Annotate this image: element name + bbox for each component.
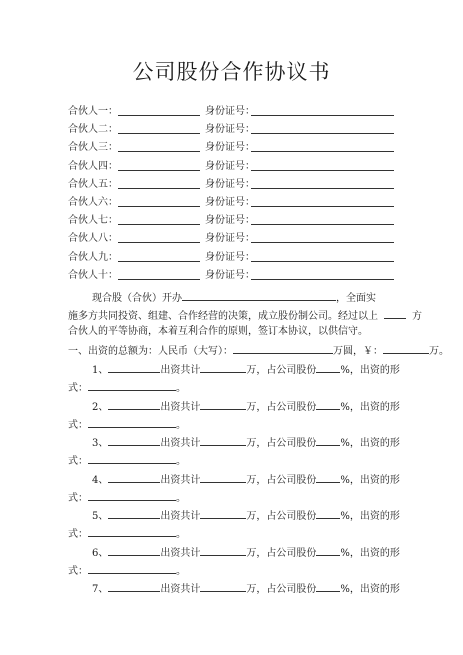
id-number-label: 身份证号： xyxy=(205,106,255,117)
id-number-blank[interactable] xyxy=(251,242,394,243)
partner-label: 合伙人二： xyxy=(68,124,118,136)
document-title: 公司股份合作协议书 xyxy=(132,60,331,84)
intro-line-2: 施多方共同投资、组建、合作经营的决策，成立股份制公司。经过以上 方 xyxy=(68,307,422,325)
contributor-blank[interactable] xyxy=(108,507,160,519)
intro-line-3: 合伙人的平等协商，本着互利合作的原则，签订本协议，以供信守。 xyxy=(68,326,368,337)
id-number-blank[interactable] xyxy=(251,170,394,171)
partner-label: 合伙人三： xyxy=(68,142,118,154)
contributor-blank[interactable] xyxy=(108,471,160,483)
id-number-blank[interactable] xyxy=(251,224,394,225)
partner-name-blank[interactable] xyxy=(118,242,200,243)
partner-label: 合伙人五： xyxy=(68,178,118,190)
intro-line-1: 现合股（合伙）开办 ，全面实 xyxy=(92,289,376,307)
partner-name-blank[interactable] xyxy=(118,224,200,225)
contribution-line: 7、 出资共计 万，占公司股份 %，出资的形 xyxy=(92,580,400,598)
partner-row xyxy=(68,231,398,247)
id-number-blank[interactable] xyxy=(251,261,394,262)
partner-name-blank[interactable] xyxy=(118,261,200,262)
partner-row xyxy=(68,250,398,266)
section-1-total-investment: 一、出资的总额为：人民币（大写）： 万圆，￥： 万。 xyxy=(68,342,449,360)
total-amount-number-blank[interactable] xyxy=(383,342,429,354)
id-number-label: 身份证号： xyxy=(205,142,255,154)
partner-row xyxy=(68,104,398,120)
contribution-number: 5、 xyxy=(92,511,109,522)
share-percent-blank[interactable] xyxy=(316,580,340,592)
partner-label: 合伙人四： xyxy=(68,160,118,172)
partner-row xyxy=(68,195,398,211)
amount-blank[interactable] xyxy=(200,507,246,519)
contribution-line: 3、 出资共计 万，占公司股份 %，出资的形 xyxy=(92,434,400,452)
id-number-label: 身份证号： xyxy=(205,178,255,190)
partner-name-blank[interactable] xyxy=(118,151,200,152)
partner-name-blank[interactable] xyxy=(118,206,200,207)
share-percent-blank[interactable] xyxy=(316,507,340,519)
id-number-label: 身份证号： xyxy=(205,251,255,263)
partner-row xyxy=(68,177,398,193)
share-percent-blank[interactable] xyxy=(316,361,340,373)
amount-blank[interactable] xyxy=(200,471,246,483)
contributor-blank[interactable] xyxy=(108,398,160,410)
id-number-label: 身份证号： xyxy=(205,197,255,208)
id-number-blank[interactable] xyxy=(251,279,394,280)
company-name-blank-2[interactable] xyxy=(300,289,336,301)
id-number-blank[interactable] xyxy=(251,133,394,134)
contribution-form-line: 式： 。 xyxy=(68,525,186,543)
contribution-form-blank[interactable] xyxy=(88,452,176,464)
contributor-blank[interactable] xyxy=(108,544,160,556)
contribution-number: 6、 xyxy=(92,547,109,559)
contribution-line: 2、 出资共计 万，占公司股份 %，出资的形 xyxy=(92,398,400,416)
contributor-blank[interactable] xyxy=(108,580,160,592)
partner-row xyxy=(68,122,398,138)
contribution-form-blank[interactable] xyxy=(88,489,176,501)
amount-blank[interactable] xyxy=(200,434,246,446)
share-percent-blank[interactable] xyxy=(316,398,340,410)
partner-name-blank[interactable] xyxy=(118,279,200,280)
partner-label: 合伙人八： xyxy=(68,233,118,245)
id-number-blank[interactable] xyxy=(251,115,394,116)
contribution-form-blank[interactable] xyxy=(88,562,176,574)
contribution-line: 6、 出资共计 万，占公司股份 %，出资的形 xyxy=(92,544,400,562)
contribution-form-line: 式： 。 xyxy=(68,452,186,470)
amount-blank[interactable] xyxy=(200,580,246,592)
partner-row xyxy=(68,213,398,229)
partner-count-blank[interactable] xyxy=(384,307,406,319)
share-percent-blank[interactable] xyxy=(316,434,340,446)
contribution-form-blank[interactable] xyxy=(88,379,176,391)
id-number-blank[interactable] xyxy=(251,151,394,152)
id-number-label: 身份证号： xyxy=(205,233,255,245)
partner-label: 合伙人七： xyxy=(68,215,118,227)
id-number-label: 身份证号： xyxy=(205,124,255,136)
partner-name-blank[interactable] xyxy=(118,188,200,189)
contribution-number: 7、 xyxy=(92,584,109,595)
partner-label: 合伙人九： xyxy=(68,251,118,263)
partner-row xyxy=(68,268,398,284)
partner-name-blank[interactable] xyxy=(118,133,200,134)
contributor-blank[interactable] xyxy=(108,434,160,446)
contribution-form-line: 式： 。 xyxy=(68,489,186,507)
partner-label: 合伙人六： xyxy=(68,197,118,208)
contribution-form-line: 式： 。 xyxy=(68,416,186,434)
partner-label: 合伙人一： xyxy=(68,106,118,117)
amount-blank[interactable] xyxy=(200,544,246,556)
contribution-number: 2、 xyxy=(92,401,109,413)
partner-name-blank[interactable] xyxy=(118,170,200,171)
total-amount-words-blank[interactable] xyxy=(233,342,333,354)
contribution-line: 1、 出资共计 万，占公司股份 %，出资的形 xyxy=(92,361,400,379)
share-percent-blank[interactable] xyxy=(316,471,340,483)
contributor-blank[interactable] xyxy=(108,361,160,373)
company-name-blank[interactable] xyxy=(182,289,300,301)
contribution-form-blank[interactable] xyxy=(88,525,176,537)
contribution-line: 4、 出资共计 万，占公司股份 %，出资的形 xyxy=(92,471,400,489)
amount-blank[interactable] xyxy=(200,398,246,410)
contribution-line: 5、 出资共计 万，占公司股份 %，出资的形 xyxy=(92,507,400,525)
id-number-label: 身份证号： xyxy=(205,215,255,227)
id-number-label: 身份证号： xyxy=(205,160,255,172)
contribution-number: 4、 xyxy=(92,474,109,486)
partner-name-blank[interactable] xyxy=(118,115,200,116)
share-percent-blank[interactable] xyxy=(316,544,340,556)
contribution-form-line: 式： 。 xyxy=(68,562,186,580)
partner-label: 合伙人十： xyxy=(68,269,118,281)
amount-blank[interactable] xyxy=(200,361,246,373)
id-number-blank[interactable] xyxy=(251,206,394,207)
contribution-form-line: 式： 。 xyxy=(68,379,186,397)
contribution-number: 1、 xyxy=(92,365,109,376)
id-number-label: 身份证号： xyxy=(205,269,255,281)
partner-row xyxy=(68,140,398,156)
id-number-blank[interactable] xyxy=(251,188,394,189)
contribution-number: 3、 xyxy=(92,438,109,449)
contribution-form-blank[interactable] xyxy=(88,416,176,428)
partner-row xyxy=(68,159,398,175)
